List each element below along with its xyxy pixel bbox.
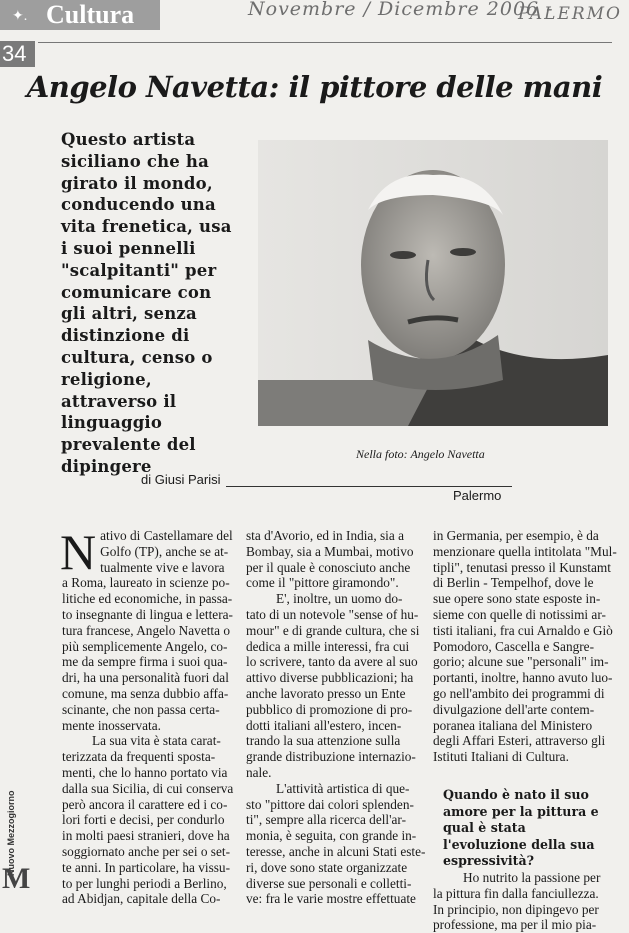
text-line: teresse, anche in alcuni Stati este- <box>246 843 426 859</box>
text-line: più semplicemente Angelo, co- <box>62 638 228 654</box>
text-line: litiche ed economiche, in passa- <box>62 591 233 607</box>
text-line: E', inoltre, un uomo do- <box>276 591 403 607</box>
text-line: soggiornato anche per sei o set- <box>62 843 231 859</box>
text-line: a Roma, laureato in scienze po- <box>62 575 230 591</box>
text-line: portanti, inoltre, hanno avuto luo- <box>433 670 613 686</box>
portrait-illustration <box>258 140 608 426</box>
text-line: menzionare quella intitolata "Mul- <box>433 543 617 559</box>
text-line: ativo di Castellamare del <box>100 528 233 543</box>
text-line: scinante, che non passa certa- <box>62 701 220 717</box>
text-line: In principio, non dipingevo per <box>433 901 599 917</box>
text-line: menti, che lo hanno portato via <box>62 764 228 780</box>
article-column-1 <box>60 524 234 907</box>
text-line: mour" e di grande cultura, che si <box>246 622 420 638</box>
handwritten-date: Novembre / Dicembre 2006 - <box>248 0 554 20</box>
article-column-3 <box>433 528 617 933</box>
byline-rule <box>226 486 512 487</box>
column-2-text <box>246 528 426 907</box>
column-3-text <box>433 528 617 765</box>
section-title: Cultura <box>46 0 135 29</box>
text-line: per il quale è conosciuto anche <box>246 559 411 575</box>
interview-answer <box>433 870 609 933</box>
masthead-logo-letter: M <box>2 862 31 895</box>
text-line: attivo diverse pubblicazioni; ha <box>246 670 414 686</box>
text-line: lo scrivere, tanto da avere al suo <box>246 654 418 670</box>
text-line: ve: fra le varie mostre effettuate <box>246 891 416 907</box>
text-line: dotti italiani all'estero, incen- <box>246 717 402 733</box>
text-line: terizzata da frequenti sposta- <box>62 749 216 765</box>
dateline-place: Palermo <box>453 488 502 503</box>
text-line: tato di un notevole "sense of hu- <box>246 606 419 622</box>
text-line: dri, ha una personalità fuori dal <box>62 670 229 686</box>
text-line: sieme con quelle di notissimi ar- <box>433 606 606 622</box>
text-line: sta d'Avorio, ed in India, sia a <box>246 528 404 543</box>
text-line: lori forti e decisi, per condurlo <box>62 812 225 828</box>
text-line: però ancora il carattere ed i co- <box>62 796 228 812</box>
text-line: me da sempre firma i suoi qua- <box>62 654 228 670</box>
text-line: pubblico di promozione di pro- <box>246 701 413 717</box>
text-line: in Germania, per esempio, è da <box>433 528 599 543</box>
text-line: go nell'ambito dei programmi di <box>433 685 605 701</box>
text-line: to per lunghi periodi a Berlino, <box>62 875 227 891</box>
handwritten-place: PALERMO <box>518 4 622 24</box>
text-line: tualmente vive e lavora <box>100 559 225 575</box>
text-line: professione, ma per il mio pia- <box>433 917 597 933</box>
text-line: tisti italiani, fra cui Arnaldo e Giò <box>433 622 613 638</box>
header-ornament: ✦. <box>12 9 28 24</box>
masthead-logo-text: Nuovo Mezzogiorno <box>6 790 16 876</box>
text-line: divulgazione dell'arte contem- <box>433 701 595 717</box>
top-rule <box>38 42 612 43</box>
page-number: 34 <box>2 41 27 66</box>
text-line: Ho nutrito la passione per <box>463 869 601 885</box>
byline: di Giusi Parisi <box>141 472 221 487</box>
text-line: in molti paesi stranieri, dove ha <box>62 828 230 844</box>
text-line: Pomodoro, Cascella e Sangre- <box>433 638 594 654</box>
text-line: tipli", tenutasi presso il Kunstamt <box>433 559 611 575</box>
text-line: te anni. In particolare, ha vissu- <box>62 859 230 875</box>
text-line: sto "pittore dai colori splenden- <box>246 796 414 812</box>
interview-question: Quando è nato il suo amore per la pittura e qual è stata l'evoluzione della sua espressività? <box>443 786 599 869</box>
photo-caption: Nella foto: Angelo Navetta <box>356 447 485 461</box>
text-line: monia, è seguita, con grande in- <box>246 828 417 844</box>
portrait-photo <box>258 140 608 426</box>
subtitle: Questo artista siciliano che ha girato il mondo, conducendo una vita frenetica, usa i suoi pennelli "scalpitanti" per comunicare con gli altri, senza distinzione di cultura, censo o religione, attraverso il linguaggio prevalente del dipingere <box>61 130 232 476</box>
text-line: come il "pittore giramondo". <box>246 575 399 591</box>
column-1-text <box>60 524 234 907</box>
text-line: sue opere sono state esposte in- <box>433 591 601 607</box>
text-line: grande distribuzione internazio- <box>246 749 416 765</box>
text-line: gorio; alcune sue "personali" im- <box>433 654 609 670</box>
text-line: Golfo (TP), anche se at- <box>100 543 229 559</box>
text-line: tura francese, Angelo Navetta o <box>62 622 230 638</box>
text-line: di Berlin - Tempelhof, dove le <box>433 575 594 591</box>
text-line: ti", sempre alla ricerca dell'ar- <box>246 812 407 828</box>
text-line: comune, ma senza dubbio affa- <box>62 685 229 701</box>
text-line: trando la sua attenzione sulla <box>246 733 401 749</box>
text-line: L'attività artistica di que- <box>276 780 410 796</box>
text-line: degli Affari Esteri, attraverso gli <box>433 733 606 749</box>
text-line: Istituti Italiani di Cultura. <box>433 749 569 765</box>
text-line: dalla sua Sicilia, di cui conserva <box>62 780 234 796</box>
text-line: La sua vita è stata carat- <box>92 733 221 749</box>
text-line: la pittura fin dalla fanciullezza. <box>433 885 599 901</box>
article-column-2 <box>246 528 426 907</box>
headline: Angelo Navetta: il pittore delle mani <box>26 70 603 104</box>
text-line: ri, dove sono state organizzate <box>246 859 408 875</box>
text-line: ad Abidjan, capitale della Co- <box>62 891 221 907</box>
text-line: dedica a mille interessi, fra cui <box>246 638 410 654</box>
text-line: poranea italiana del Ministero <box>433 717 593 733</box>
text-line: diverse sue personali e colletti- <box>246 875 412 891</box>
drop-cap: N <box>60 524 97 580</box>
text-line: Bombay, sia a Mumbai, motivo <box>246 543 414 559</box>
text-line: anche lavorato presso un Ente <box>246 685 406 701</box>
text-line: to insegnante di lingua e lettera- <box>62 606 233 622</box>
text-line: mente inosservata. <box>62 717 161 733</box>
text-line: nale. <box>246 764 272 780</box>
